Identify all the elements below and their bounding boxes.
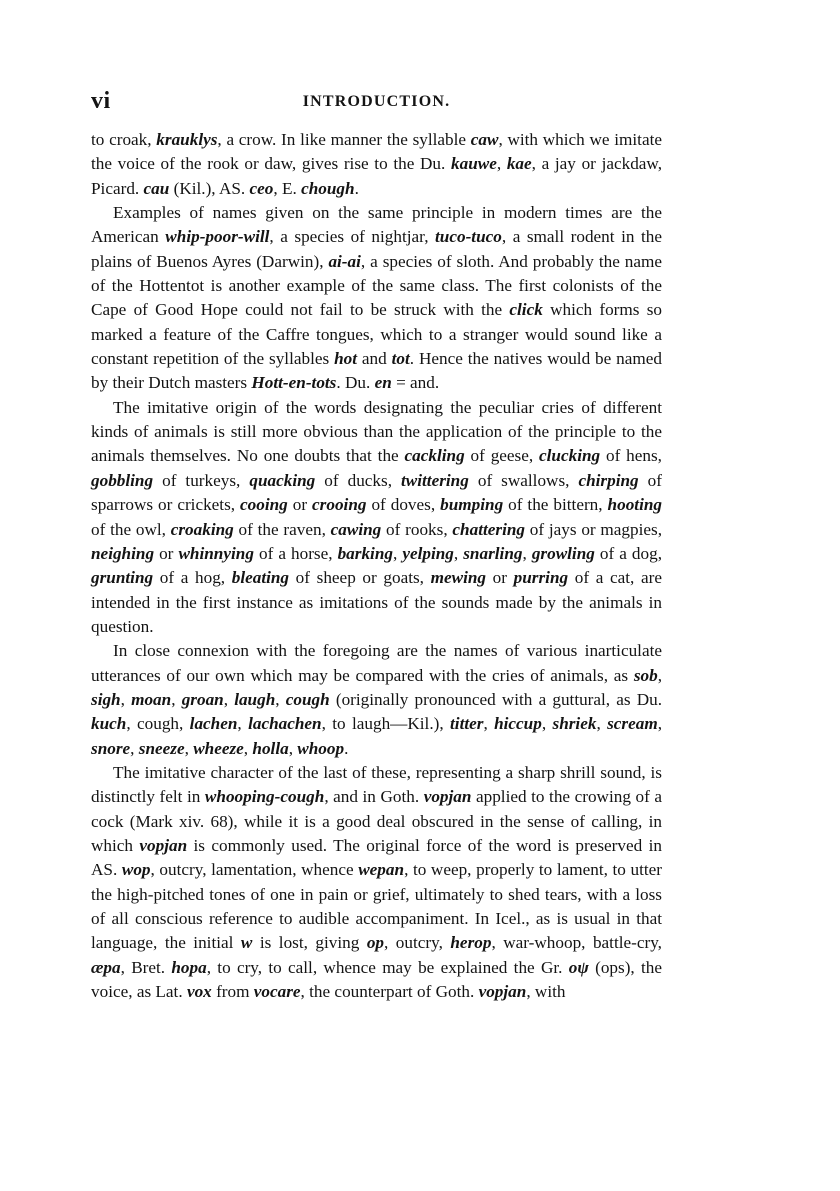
cited-word: vopjan xyxy=(139,835,188,855)
cited-word: hooting xyxy=(607,495,662,515)
text-run: , the counterpart of Goth. xyxy=(300,982,479,1002)
cited-word: whooping-cough xyxy=(204,787,325,807)
page-header xyxy=(91,88,662,118)
cited-word: yelping xyxy=(402,543,454,563)
cited-word: lachachen xyxy=(248,714,322,734)
cited-word: kauwe xyxy=(451,154,497,174)
text-run: , E. xyxy=(273,178,302,198)
text-run: , xyxy=(275,689,286,709)
text-run: of a cat, are intended in the first instance as imitations of the sounds made by the animals in question. xyxy=(91,568,662,636)
cited-word: lachen xyxy=(189,714,238,734)
cited-word: wop xyxy=(121,860,151,880)
text-run: In close connexion with the foregoing are the names of various inarticulate utterances of our own which may be compared with the cries of animals, as xyxy=(91,641,662,685)
text-run: , a jay or jackdaw, Picard. xyxy=(91,154,663,198)
text-run: which forms so marked a feature of the Caffre tongues, which to a stranger would sound like a constant repetition of the syllables xyxy=(91,300,662,369)
text-run: , xyxy=(237,714,249,734)
text-run: of a hog, xyxy=(153,568,232,588)
text-run: , xyxy=(496,154,507,174)
cited-word: ai-ai xyxy=(328,251,361,271)
text-run: of sheep or goats, xyxy=(289,568,431,588)
cited-word: holla xyxy=(252,738,289,758)
text-run: (ops), the voice, as Lat. xyxy=(91,957,663,1002)
text-run: , xyxy=(522,543,532,563)
cited-word: cackling xyxy=(404,446,465,466)
cited-word: hiccup xyxy=(494,714,542,734)
cited-word: laugh xyxy=(234,689,276,709)
cited-word: sob xyxy=(633,665,658,685)
text-run: of turkeys, xyxy=(153,470,250,490)
text-run: of rooks, xyxy=(381,519,453,539)
text-run: of doves, xyxy=(366,495,441,515)
text-run: , xyxy=(130,738,139,758)
cited-word: scream xyxy=(607,714,658,734)
text-run: of jays or magpies, xyxy=(525,519,662,539)
cited-word: caw xyxy=(470,130,499,149)
cited-word: Hott-en-tots xyxy=(251,373,337,393)
running-title: INTRODUCTION. xyxy=(302,93,451,110)
cited-word: gobbling xyxy=(91,470,154,490)
text-run: of a horse, xyxy=(253,543,338,563)
cited-word: cau xyxy=(143,178,170,198)
cited-word: sneeze xyxy=(138,738,185,758)
cited-word: whip-poor-will xyxy=(165,227,270,247)
cited-word: w xyxy=(240,933,253,953)
text-run: , a crow. In like manner the syllable xyxy=(217,130,471,149)
cited-word: neighing xyxy=(91,543,155,563)
text-run: , to cry, to call, whence may be explained the Gr. xyxy=(206,957,569,977)
text-run: , a species of sloth. And probably the name of the Hottentot is another example of the same class. The first colonists of the Cape of Good Hope could not fail to be struck with the xyxy=(91,251,662,320)
cited-word: tuco-tuco xyxy=(435,227,502,247)
text-run: (originally pronounced with a guttural, as Du. xyxy=(329,689,663,709)
cited-word: grunting xyxy=(91,568,154,588)
text-run: from xyxy=(211,982,254,1002)
cited-word: groan xyxy=(181,689,224,709)
text-run: , xyxy=(596,714,608,734)
text-run: , xyxy=(120,689,132,709)
text-run: , xyxy=(223,689,235,709)
text-run: and xyxy=(357,349,392,369)
document-page xyxy=(91,88,662,1004)
cited-word: snore xyxy=(91,738,131,758)
cited-word: cough xyxy=(285,689,330,709)
text-run: , with which we imitate the voice of the rook or daw, gives rise to the Du. xyxy=(91,130,662,174)
cited-word: purring xyxy=(513,568,569,588)
text-run: , with xyxy=(526,982,566,1002)
cited-word: ceo xyxy=(249,178,274,198)
text-run: . Du. xyxy=(336,373,375,393)
text-run: , a species of nightjar, xyxy=(269,227,436,247)
text-run: of ducks, xyxy=(315,470,402,490)
page-number: vi xyxy=(91,88,111,114)
text-run: Examples of names given on the same principle in modern times are the American xyxy=(91,203,662,247)
text-run: of hens, xyxy=(600,446,662,466)
cited-word: kae xyxy=(506,154,532,174)
cited-word: tot xyxy=(391,349,410,369)
text-run: The imitative character of the last of these, representing a sharp shrill sound, is distinctly felt in xyxy=(91,762,662,807)
cited-word: vopjan xyxy=(478,982,527,1002)
text-run: . Hence the natives would be named by their Dutch masters xyxy=(91,349,662,393)
cited-word: quacking xyxy=(249,470,316,490)
cited-word: whoop xyxy=(297,738,345,758)
text-run: , war-whoop, battle-cry, xyxy=(491,933,662,953)
cited-word: vox xyxy=(186,982,212,1002)
cited-word: bleating xyxy=(231,568,290,588)
cited-word: click xyxy=(509,300,543,320)
cited-word: twittering xyxy=(401,470,469,490)
paragraph xyxy=(91,761,662,1004)
cited-word: en xyxy=(374,373,392,393)
text-run: of swallows, xyxy=(468,470,579,490)
text-run: , outcry, lamentation, whence xyxy=(150,860,359,880)
text-run: , a small rodent in the plains of Buenos Ayres (Darwin), xyxy=(91,227,662,271)
cited-word: wheeze xyxy=(193,738,244,758)
text-run: , to weep, properly to lament, to utter the high-pitched tones of one in pain or grief, ultimately to shed tears, with a loss of all conscious reference to audible accompaniment. In Icel., as is usual in that language, the initial xyxy=(91,860,662,953)
text-run: of the raven, xyxy=(233,519,331,539)
cited-word: whinnying xyxy=(178,543,254,563)
cited-word: op xyxy=(366,933,385,953)
text-run: or xyxy=(486,568,514,588)
text-run: , xyxy=(288,738,298,758)
cited-word: οψ xyxy=(568,957,589,977)
cited-word: snarling xyxy=(463,543,523,563)
paragraph xyxy=(91,639,662,761)
text-run: of a dog, xyxy=(594,543,663,563)
paragraph xyxy=(91,396,662,639)
text-run: . xyxy=(344,738,349,758)
cited-word: krauklys xyxy=(156,130,218,149)
text-run: . xyxy=(354,178,359,198)
cited-word: mewing xyxy=(430,568,487,588)
text-run: is commonly used. The original force of the word is preserved in AS. xyxy=(91,835,662,880)
text-run: , to laugh—Kil.), xyxy=(321,714,451,734)
body-text xyxy=(91,128,662,1004)
text-run: to croak, xyxy=(91,130,157,149)
text-run: , cough, xyxy=(126,714,190,734)
paragraph xyxy=(91,128,662,201)
text-run: , and in Goth. xyxy=(324,787,424,807)
cited-word: chirping xyxy=(578,470,639,490)
cited-word: sigh xyxy=(91,689,121,709)
text-run: , xyxy=(453,543,464,563)
cited-word: clucking xyxy=(539,446,601,466)
text-run: , outcry, xyxy=(384,933,451,953)
text-run: , Bret. xyxy=(120,957,172,977)
cited-word: crooing xyxy=(312,495,367,515)
cited-word: hot xyxy=(334,349,357,369)
cited-word: vocare xyxy=(253,982,301,1002)
text-run: , xyxy=(483,714,495,734)
cited-word: moan xyxy=(131,689,172,709)
cited-word: titter xyxy=(450,714,484,734)
cited-word: bumping xyxy=(440,495,504,515)
text-run: , xyxy=(657,714,662,734)
cited-word: cawing xyxy=(330,519,382,539)
cited-word: chough xyxy=(301,178,355,198)
text-run: , xyxy=(392,543,403,563)
text-run: = and. xyxy=(391,373,440,393)
cited-word: vopjan xyxy=(423,787,472,807)
cited-word: cooing xyxy=(240,495,288,515)
text-run: is lost, giving xyxy=(252,933,367,953)
text-run: , xyxy=(184,738,194,758)
text-run: or xyxy=(287,495,313,515)
text-run: of the bittern, xyxy=(503,495,608,515)
cited-word: barking xyxy=(337,543,393,563)
text-run: , xyxy=(171,689,182,709)
paragraph xyxy=(91,201,662,396)
cited-word: hopa xyxy=(171,957,207,977)
text-run: of the owl, xyxy=(91,519,171,539)
cited-word: shriek xyxy=(552,714,597,734)
cited-word: kuch xyxy=(91,714,127,734)
text-run: or xyxy=(154,543,179,563)
text-run: of sparrows or crickets, xyxy=(91,470,662,515)
cited-word: æpa xyxy=(91,957,121,977)
text-run: (Kil.), AS. xyxy=(169,178,250,198)
cited-word: herop xyxy=(450,933,492,953)
text-run: The imitative origin of the words designating the peculiar cries of different kinds of animals is still more obvious than the application of the principle to the animals themselves. No one doubts that the xyxy=(91,397,662,466)
cited-word: wepan xyxy=(358,860,405,880)
text-run: , xyxy=(541,714,553,734)
text-run: of geese, xyxy=(464,446,540,466)
text-run: applied to the crowing of a cock (Mark xiv. 68), while it is a good deal obscured in the sense of calling, in which xyxy=(91,787,662,855)
text-run: , xyxy=(657,665,662,685)
cited-word: croaking xyxy=(170,519,234,539)
cited-word: chattering xyxy=(452,519,525,539)
cited-word: growling xyxy=(531,543,595,563)
text-run: , xyxy=(243,738,253,758)
